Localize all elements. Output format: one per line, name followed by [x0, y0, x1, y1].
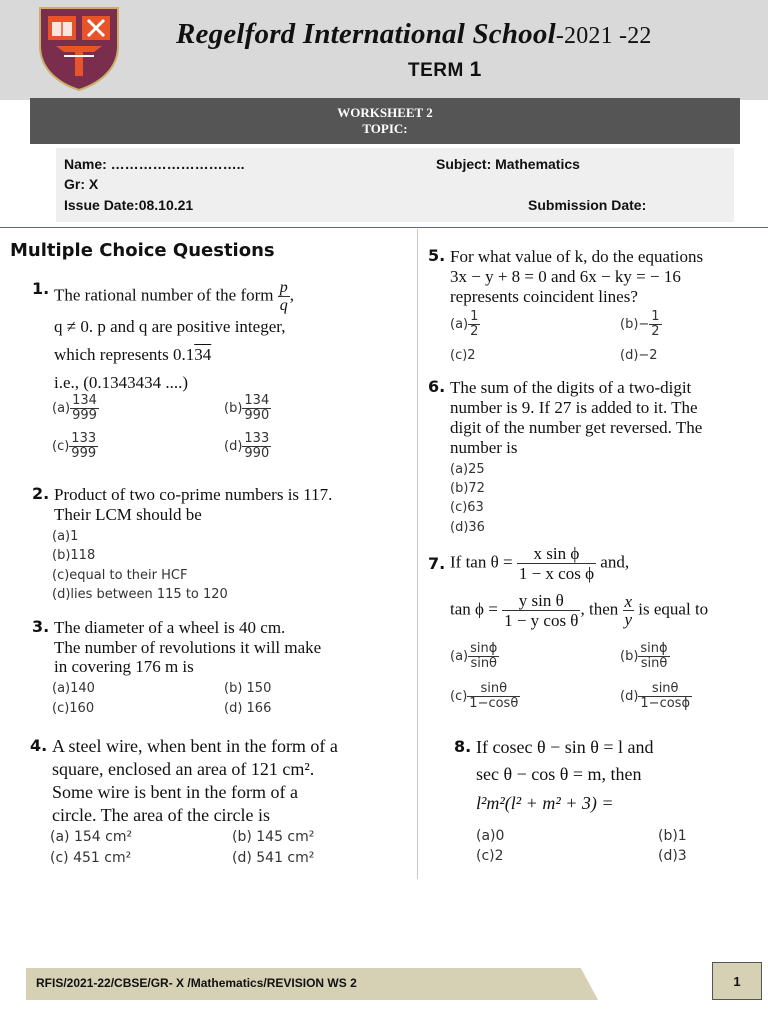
section-title: Multiple Choice Questions [10, 240, 275, 261]
q5-option-c: (c)2 [450, 348, 476, 363]
term-label: TERM 1 [408, 58, 482, 81]
q6-option-c: (c)63 [450, 500, 484, 515]
worksheet-bar [30, 98, 740, 144]
footer-code: RFIS/2021-22/CBSE/GR- X /Mathematics/REVISION WS 2 [36, 976, 357, 990]
name-field: Name: ……………………….. [64, 156, 245, 172]
column-divider [417, 229, 418, 879]
school-crest-icon [38, 6, 120, 92]
q6-line2: number is 9. If 27 is added to it. The [450, 398, 698, 417]
q5-option-a: (a) $\frac{1}{2}$ [450, 309, 479, 339]
q8-line1: If cosec θ − sin θ = l and [476, 737, 654, 757]
q3-option-c: (c)160 [52, 701, 95, 716]
q6-option-d: (d)36 [450, 520, 485, 535]
q5-option-b: (b)− $\frac{1}{2}$ [620, 309, 660, 339]
q6-number: 6. [428, 377, 446, 396]
q1-line1: The rational number of the form $\frac{p}{q}$ , [54, 279, 295, 314]
q5-line1: For what value of k, do the equations [450, 247, 704, 266]
q3-line1: The diameter of a wheel is 40 cm. [54, 618, 286, 637]
q6-line3: digit of the number get reversed. The [450, 418, 703, 437]
q5-option-d: (d)−2 [620, 348, 658, 363]
q8-option-a: (a)0 [476, 828, 505, 844]
issue-date-field: Issue Date:08.10.21 [64, 197, 194, 213]
q7-option-c: (c) $\frac{\sin\theta}{1-\cos\theta}$ [450, 681, 519, 711]
q7-line1: If tan θ = $\frac{\text{x sin ϕ}}{\text{1 − x cos ϕ}}$ and, [450, 544, 630, 583]
q4-option-a: (a) 154 cm² [50, 829, 133, 845]
divider [0, 227, 768, 228]
q1-number: 1. [32, 279, 50, 298]
q4-line4: circle. The area of the circle is [52, 805, 271, 825]
q2-option-c: (c)equal to their HCF [52, 568, 188, 583]
q4-line2: square, enclosed an area of 121 cm². [52, 759, 315, 779]
q3-line2: The number of revolutions it will make [54, 638, 322, 657]
q1-option-b: (b) $\frac{134}{990}$ [224, 393, 270, 423]
q3-option-a: (a)140 [52, 681, 95, 696]
q4-number: 4. [30, 736, 48, 755]
page-number: 1 [733, 974, 741, 989]
q4-option-d: (d) 541 cm² [232, 850, 315, 866]
q5-number: 5. [428, 246, 446, 265]
q5-line2: 3x − y + 8 = 0 and 6x − ky = − 16 [450, 267, 681, 286]
q3-number: 3. [32, 617, 50, 636]
q5-line3: represents coincident lines? [450, 287, 638, 306]
q6-option-b: (b)72 [450, 481, 485, 496]
q4-line3: Some wire is bent in the form of a [52, 782, 298, 802]
q1-line4: i.e., (0.1343434 ....) [54, 373, 189, 392]
worksheet-title: WORKSHEET 2 [337, 105, 433, 120]
q7-option-a: (a) $\frac{\sin\phi}{\sin\theta}$ [450, 641, 498, 671]
q1-line2: q ≠ 0. p and q are positive integer, [54, 317, 286, 336]
q6-line4: number is [450, 438, 518, 457]
q2-option-a: (a)1 [52, 529, 79, 544]
worksheet-topic: TOPIC: [362, 121, 408, 136]
q1-option-d: (d) $\frac{133}{990}$ [224, 431, 270, 461]
q2-number: 2. [32, 484, 50, 503]
school-title: Regelford International School-2021 -22 [176, 18, 652, 50]
q3-line3: in covering 176 m is [54, 657, 194, 676]
q2-line1: Product of two co-prime numbers is 117. [54, 485, 333, 504]
q1-line3: which represents 0.134 [54, 345, 212, 364]
q7-number: 7. [428, 554, 446, 573]
q8-line3: l²m²(l² + m² + 3) = [476, 793, 614, 813]
q8-option-d: (d)3 [658, 848, 687, 864]
q6-line1: The sum of the digits of a two-digit [450, 378, 692, 397]
q7-line2: tan ϕ = $\frac{\text{y sin θ}}{\text{1 − y cos θ}}$ , then $\frac{x}{y}$ is equal to [450, 591, 709, 630]
subject-field: Subject: Mathematics [436, 156, 580, 172]
q2-line2: Their LCM should be [54, 505, 202, 524]
q4-line1: A steel wire, when bent in the form of a [52, 736, 338, 756]
q2-option-d: (d)lies between 115 to 120 [52, 587, 228, 602]
q7-option-d: (d) $\frac{\sin\theta}{1-\cos\phi}$ [620, 681, 691, 711]
grade-field: Gr: X [64, 176, 99, 192]
q3-option-d: (d) 166 [224, 701, 272, 716]
q8-option-b: (b)1 [658, 828, 687, 844]
q1-option-a: (a) $\frac{134}{999}$ [52, 393, 97, 423]
q1-option-c: (c) $\frac{133}{999}$ [52, 431, 97, 461]
q3-option-b: (b) 150 [224, 681, 272, 696]
q7-option-b: (b) $\frac{\sin\phi}{\sin\theta}$ [620, 641, 668, 671]
q6-option-a: (a)25 [450, 462, 485, 477]
submission-date-field: Submission Date: [528, 197, 647, 213]
q4-option-c: (c) 451 cm² [50, 850, 132, 866]
q8-line2: sec θ − cos θ = m, then [476, 764, 642, 784]
q8-option-c: (c)2 [476, 848, 504, 864]
q4-option-b: (b) 145 cm² [232, 829, 315, 845]
q8-number: 8. [454, 737, 472, 756]
q2-option-b: (b)118 [52, 548, 96, 563]
